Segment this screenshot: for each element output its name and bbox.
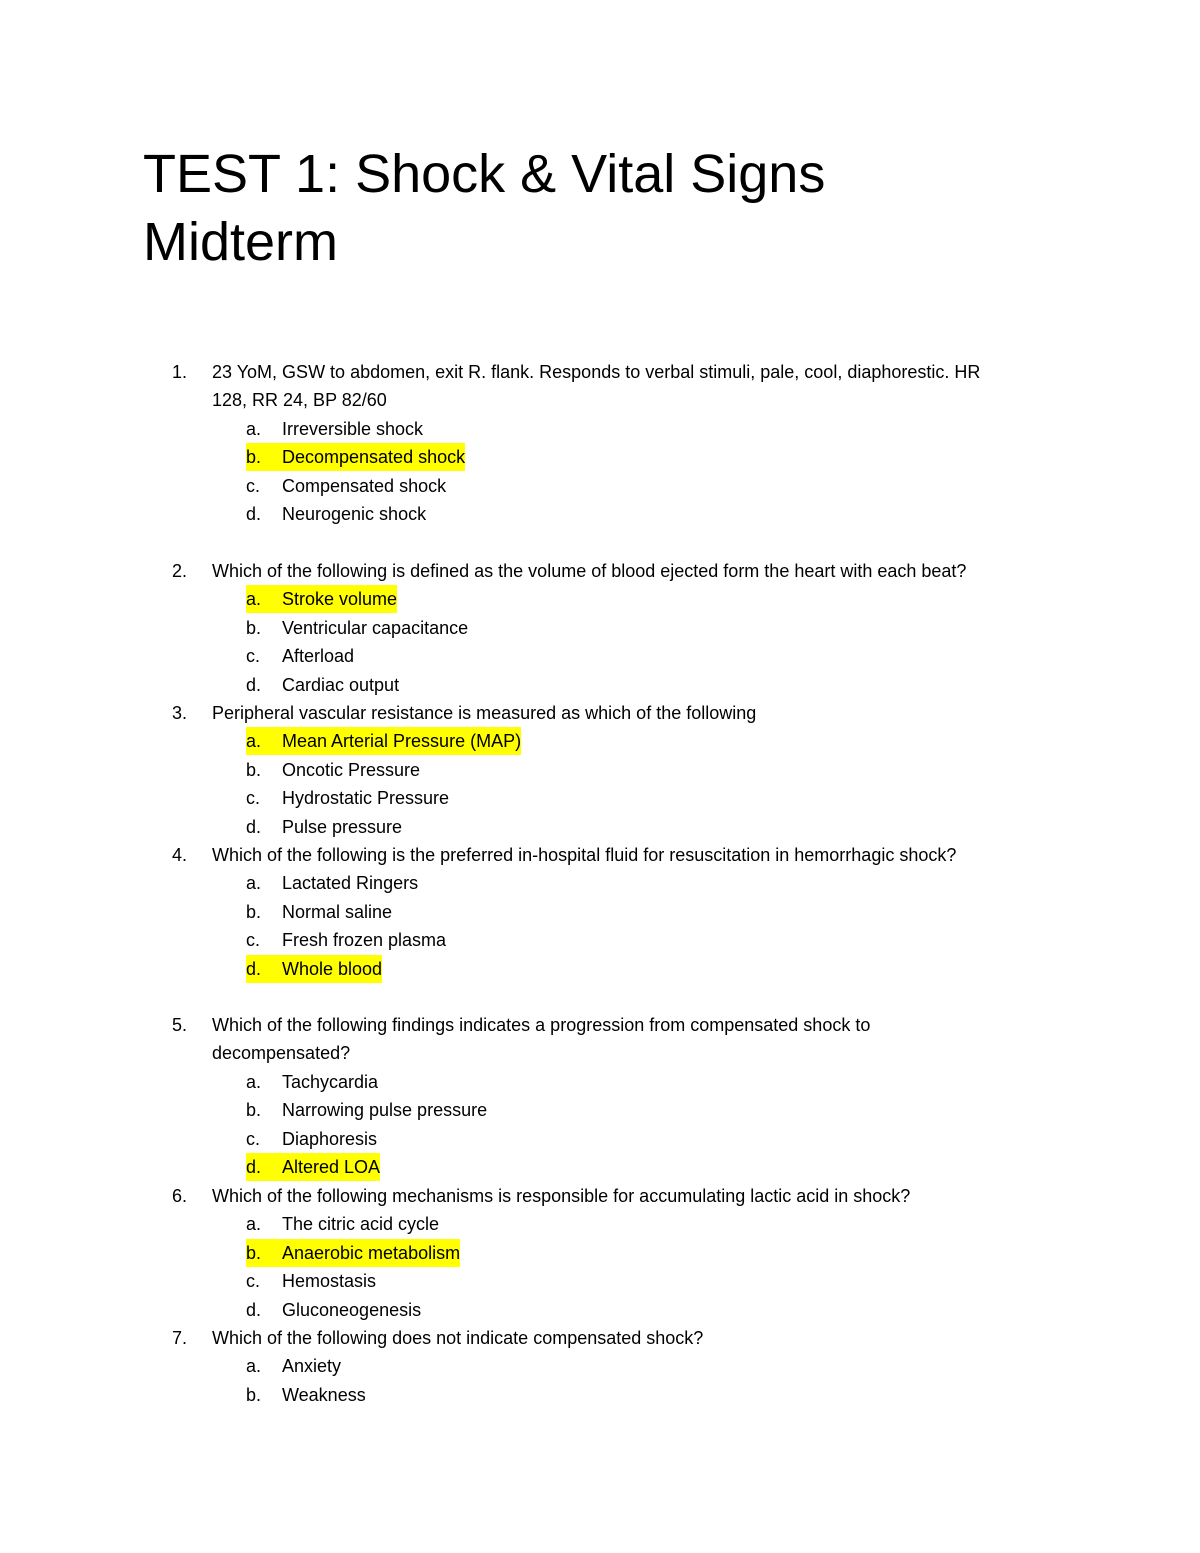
question-number: 4. — [172, 845, 188, 865]
option-letter: b. — [246, 443, 288, 471]
question-number: 6. — [172, 1186, 188, 1206]
question-number: 3. — [172, 703, 188, 723]
correct-answer-text: Whole blood — [282, 955, 382, 983]
question-text: Which of the following is defined as the volume of blood ejected form the heart with each beat? — [212, 561, 967, 581]
option-text: Fresh frozen plasma — [282, 930, 447, 951]
option-letter: b. — [246, 617, 262, 638]
option-letter: d. — [246, 955, 288, 983]
option-text: Lactated Ringers — [282, 873, 419, 894]
question-text: Which of the following is the preferred in-hospital fluid for resuscitation in hemorrhagic shock? — [212, 845, 957, 865]
option-text: Weakness — [282, 1384, 366, 1405]
correct-answer-text: Altered LOA — [282, 1153, 380, 1181]
question-number: 7. — [172, 1328, 188, 1348]
option-text: Narrowing pulse pressure — [282, 1100, 488, 1121]
option-letter: c. — [246, 1128, 261, 1149]
option-text: Compensated shock — [282, 475, 447, 496]
document-title — [143, 140, 1103, 276]
option-text: The citric acid cycle — [282, 1214, 440, 1235]
option-text: Diaphoresis — [282, 1128, 378, 1149]
correct-answer-text: Anaerobic metabolism — [282, 1239, 460, 1267]
option-text: Tachycardia — [282, 1071, 379, 1092]
question-text: Which of the following findings indicates a progression from compensated shock to — [212, 1015, 871, 1035]
correct-answer-text: Mean Arterial Pressure (MAP) — [282, 727, 521, 755]
option-letter: b. — [246, 759, 262, 780]
option-text: Normal saline — [282, 901, 393, 922]
question-text: 128, RR 24, BP 82/60 — [212, 390, 387, 411]
question-number: 2. — [172, 561, 188, 581]
question-number: 5. — [172, 1015, 188, 1035]
option-letter: c. — [246, 930, 261, 951]
option-letter: a. — [246, 418, 262, 439]
option-text: Ventricular capacitance — [282, 617, 469, 638]
option-text: Oncotic Pressure — [282, 759, 421, 780]
question-number: 1. — [172, 362, 188, 382]
question-text: Peripheral vascular resistance is measured as which of the following — [212, 703, 757, 723]
option-letter: a. — [246, 873, 262, 894]
option-letter: c. — [246, 1271, 261, 1292]
title-line-2: Midterm — [143, 212, 339, 272]
option-letter: c. — [246, 646, 261, 667]
option-letter: d. — [246, 1153, 288, 1181]
option-text: Anxiety — [282, 1356, 342, 1377]
option-letter: a. — [246, 1071, 262, 1092]
option-letter: b. — [246, 1384, 262, 1405]
question-text: 23 YoM, GSW to abdomen, exit R. flank. Responds to verbal stimuli, pale, cool, diaphorestic. HR — [212, 362, 981, 382]
option-letter: a. — [246, 1356, 262, 1377]
correct-answer-text: Stroke volume — [282, 585, 397, 613]
option-text: Cardiac output — [282, 674, 400, 695]
option-letter: d. — [246, 674, 262, 695]
option-letter: d. — [246, 504, 262, 524]
option-text: Irreversible shock — [282, 418, 424, 439]
option-letter: a. — [246, 1214, 262, 1235]
option-text: Neurogenic shock — [282, 504, 427, 524]
option-text: Pulse pressure — [282, 816, 403, 837]
correct-answer-text: Decompensated shock — [282, 443, 465, 471]
question-text: decompensated? — [212, 1043, 351, 1064]
question-text: Which of the following does not indicate compensated shock? — [212, 1328, 704, 1348]
question-text: Which of the following mechanisms is responsible for accumulating lactic acid in shock? — [212, 1186, 911, 1206]
title-line-1: TEST 1: Shock & Vital Signs — [143, 144, 826, 204]
option-text: Hemostasis — [282, 1271, 377, 1292]
option-letter: c. — [246, 475, 261, 496]
option-letter: b. — [246, 901, 262, 922]
option-letter: d. — [246, 1299, 262, 1320]
option-letter: d. — [246, 816, 262, 837]
option-letter: c. — [246, 788, 261, 809]
option-letter: b. — [246, 1239, 288, 1267]
option-letter: a. — [246, 727, 288, 755]
option-text: Hydrostatic Pressure — [282, 788, 450, 809]
option-letter: b. — [246, 1100, 262, 1121]
option-text: Gluconeogenesis — [282, 1299, 422, 1320]
option-letter: a. — [246, 585, 288, 613]
option-text: Afterload — [282, 646, 355, 667]
